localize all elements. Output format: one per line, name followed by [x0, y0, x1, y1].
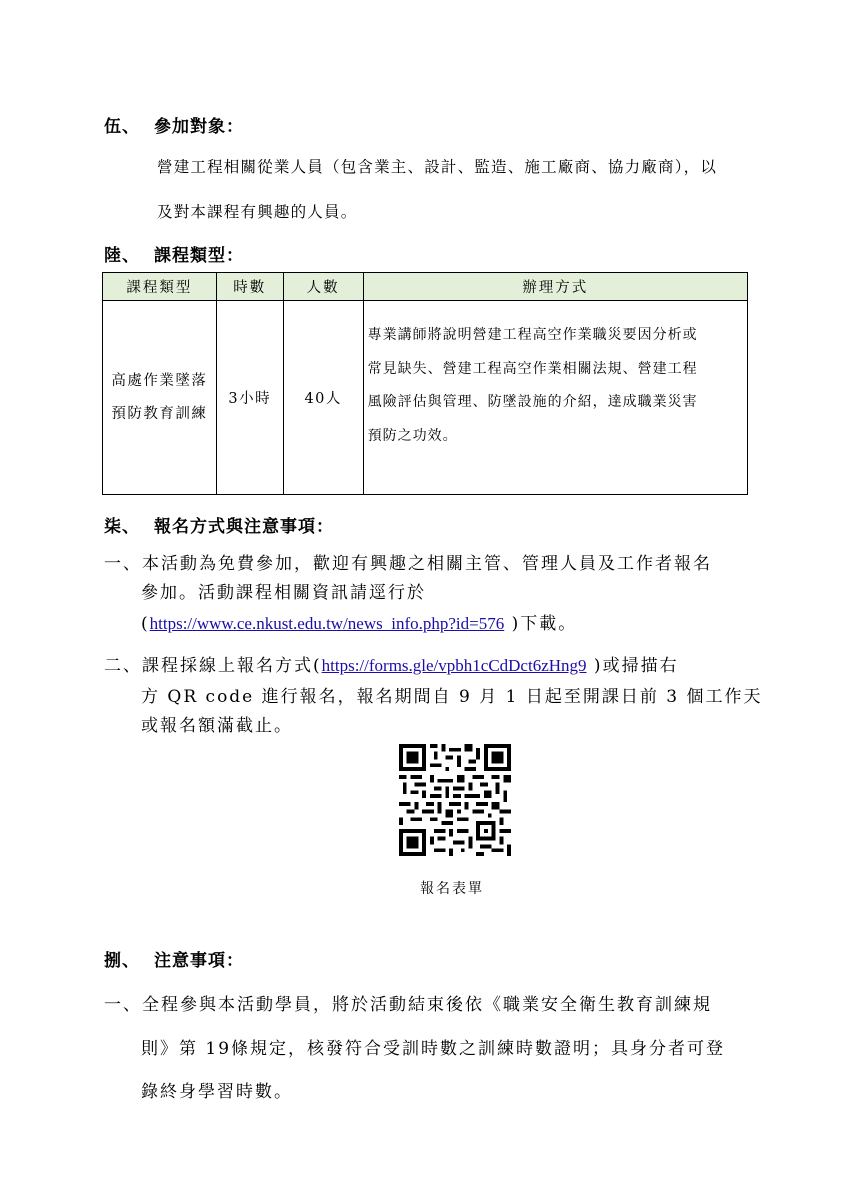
course-table — [102, 272, 748, 495]
header-hours: 時數 — [216, 273, 283, 301]
download-text: )下載。 — [504, 614, 578, 634]
section-7-number: 柒、 — [104, 517, 140, 537]
section-7-item-1-line-2: 參加。活動課程相關資訊請逕行於 — [141, 583, 426, 603]
section-8-line-3: 錄終身學習時數。 — [141, 1082, 293, 1102]
section-8-number: 捌、 — [104, 951, 140, 971]
header-method: 辦理方式 — [363, 273, 747, 301]
cell-hours: 3小時 — [216, 301, 283, 495]
section-8-heading — [104, 946, 244, 971]
section-6-title: 課程類型： — [154, 246, 244, 266]
section-6-heading — [104, 241, 244, 266]
section-7-item-2-line-3: 或報名額滿截止。 — [141, 716, 293, 736]
section-5-number: 伍、 — [104, 117, 140, 137]
section-5-heading — [104, 112, 244, 137]
section-8-line-1: 一、全程參與本活動學員，將於活動結束後依《職業安全衛生教育訓練規 — [104, 995, 712, 1015]
header-people: 人數 — [283, 273, 363, 301]
section-7-item-2-line-1 — [104, 651, 679, 676]
item-2-prefix: 二、課程採線上報名方式( — [104, 656, 322, 676]
method-line-4: 預防之功效。 — [367, 427, 458, 444]
method-line-3: 風險評估與管理、防墜設施的介紹，達成職業災害 — [367, 394, 698, 410]
cell-course-name — [103, 301, 217, 495]
method-line-1: 專業講師將說明營建工程高空作業職災要因分析或 — [367, 327, 698, 343]
method-line-2: 常見缺失、營建工程高空作業相關法規、營建工程 — [367, 360, 698, 377]
item-2-suffix: )或掃描右 — [586, 656, 679, 676]
section-7-item-2-line-2: 方 QR code 進行報名，報名期間自 9 月 1 日起至開課日前 3 個工作天 — [141, 687, 763, 707]
section-5-title: 參加對象： — [154, 117, 244, 137]
section-7-heading — [104, 512, 334, 537]
section-8-line-2: 則》第 19條規定，核發符合受訓時數之訓練時數證明；具身分者可登 — [141, 1039, 726, 1059]
link-open-paren: ( — [141, 614, 150, 634]
section-7-title: 報名方式與注意事項： — [154, 517, 334, 537]
qr-code-icon[interactable] — [399, 744, 511, 856]
cell-people: 40人 — [283, 301, 363, 495]
news-info-link[interactable]: https://www.ce.nkust.edu.tw/news_info.php?id=576 — [149, 614, 505, 633]
section-8-title: 注意事項： — [154, 951, 244, 971]
table-header-row — [103, 273, 748, 301]
course-name-line-2: 預防教育訓練 — [111, 405, 208, 422]
section-6-number: 陸、 — [104, 246, 140, 266]
table-row — [103, 301, 748, 495]
qr-caption: 報名表單 — [420, 881, 484, 897]
course-name-line-1: 高處作業墜落 — [111, 372, 208, 389]
registration-form-link[interactable]: https://forms.gle/vpbh1cCdDct6zHng9 — [321, 656, 587, 675]
header-course-type: 課程類型 — [103, 273, 217, 301]
section-5-line-2: 及對本課程有興趣的人員。 — [157, 203, 358, 221]
section-7-item-1-line-3 — [141, 609, 577, 634]
section-5-line-1: 營建工程相關從業人員（包含業主、設計、監造、施工廠商、協力廠商），以 — [157, 158, 718, 176]
cell-method — [363, 301, 747, 495]
section-7-item-1-line-1: 一、本活動為免費參加，歡迎有興趣之相關主管、管理人員及工作者報名 — [104, 554, 712, 574]
